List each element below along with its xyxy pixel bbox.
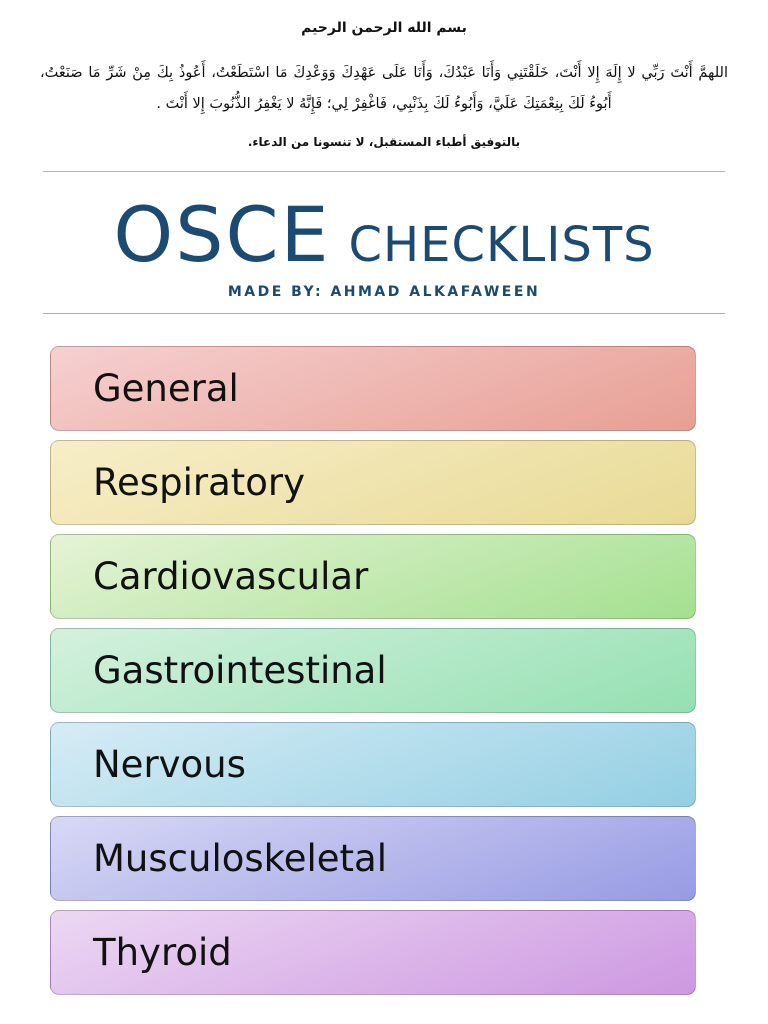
dua-text: اللهمَّ أَنْتَ رَبِّي لا إِلَهَ إِلا أَنْتَ، خَلَقْتَنِي وَأَنَا عَبْدُكَ، وَأَنَا عَلَى عَهْدِكَ وَوَعْدِكَ مَا اسْتَطَعْتُ، أَعُوذُ بِكَ مِنْ شَرِّ مَا صَنَعْتُ، أَبُوءُ لَكَ بِنِعْمَتِكَ عَلَيَّ، وَأَبُوءُ لَكَ بِذَنْبِي، فَاغْفِرْ لِي؛ فَإِنَّهُ لا يَغْفِرُ الذُّنُوبَ إِلا أَنْتَ .	[40, 65, 728, 112]
menu-item-cardiovascular[interactable]	[50, 534, 696, 619]
closing-note: بالتوفيق أطباء المستقبل، لا تنسونا من الدعاء.	[247, 135, 521, 149]
menu-item-gastrointestinal[interactable]	[50, 628, 696, 713]
top-divider	[43, 171, 725, 172]
menu-item-nervous[interactable]	[50, 722, 696, 807]
bottom-divider	[43, 313, 725, 314]
menu-item-label: General	[93, 367, 239, 410]
menu-item-label: Thyroid	[93, 931, 232, 974]
menu-item-general[interactable]	[50, 346, 696, 431]
title-sub: CHECKLISTS	[348, 217, 655, 273]
page-title	[0, 190, 768, 279]
menu-item-musculoskeletal[interactable]	[50, 816, 696, 901]
menu-item-label: Musculoskeletal	[93, 837, 388, 880]
menu-item-thyroid[interactable]	[50, 910, 696, 995]
menu-item-label: Nervous	[93, 743, 246, 786]
menu-item-label: Gastrointestinal	[93, 649, 387, 692]
menu-item-respiratory[interactable]	[50, 440, 696, 525]
menu-item-label: Cardiovascular	[93, 555, 369, 598]
title-main: OSCE	[113, 190, 331, 279]
author-credit: MADE BY: AHMAD ALKAFAWEEN	[227, 284, 541, 300]
menu-item-label: Respiratory	[93, 461, 305, 504]
basmala: بسم الله الرحمن الرحيم	[301, 20, 467, 36]
checklist-menu	[50, 346, 696, 1004]
